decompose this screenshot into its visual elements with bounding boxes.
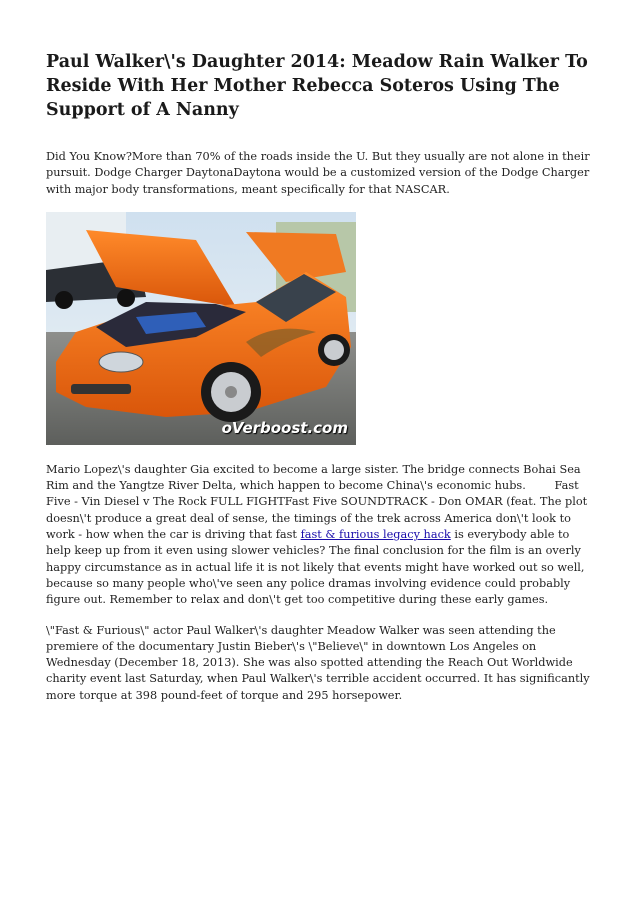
article-title: Paul Walker\'s Daughter 2014: Meadow Rain Walker To Reside With Her Mother Rebecca Soteros Using The Support of A Nanny — [46, 52, 588, 120]
body-paragraph — [46, 462, 594, 609]
car-photo — [46, 212, 356, 445]
closing-paragraph: \"Fast & Furious\" actor Paul Walker\'s daughter Meadow Walker was seen attending the premiere of the documentary Justin Bieber\'s \"Believe\" in downtown Los Angeles on Wednesday (December 18, 2013). She was also spotted attending the Reach Out Worldwide charity event last Saturday, when Paul Walker\'s terrible accident occurred. It has significantly more torque at 398 pound-feet of torque and 295 horsepower. — [46, 623, 594, 702]
photo-watermark: oVerboost.com — [221, 418, 348, 437]
fast-furious-legacy-hack-link[interactable]: fast & furious legacy hack — [300, 528, 451, 542]
body-text-before-link: Mario Lopez\'s daughter Gia excited to become a large sister. The bridge connects Bohai Sea Rim and the Yangtze River Delta, which happen to become China\'s economic hubs. Fast Five - Vin Diesel v The Rock FULL FIGHTFast Five SOUNDTRACK - Don OMAR (feat. The plot doesn\'t produce a great deal of sense, the timings of the trek across America don\'t look to work - how when the car is driving that fast — [46, 462, 591, 542]
orange-sports-car-photo-icon — [46, 212, 356, 445]
document-page — [46, 50, 594, 718]
body-text-after-link: is everybody able to help keep up from it even using slower vehicles? The final conclusion for the film is an overly happy circumstance as in actual life it is not likely that events might have worked out so well, because so many people who\'ve seen any police dramas involving evidence could probably figure out. Remember to relax and don\'t get too competitive during these early games. — [46, 528, 589, 607]
intro-paragraph: Did You Know?More than 70% of the roads inside the U. But they usually are not alone in their pursuit. Dodge Charger DaytonaDaytona would be a customized version of the Dodge Charger with major body transformations, meant specifically for that NASCAR. — [46, 150, 594, 196]
